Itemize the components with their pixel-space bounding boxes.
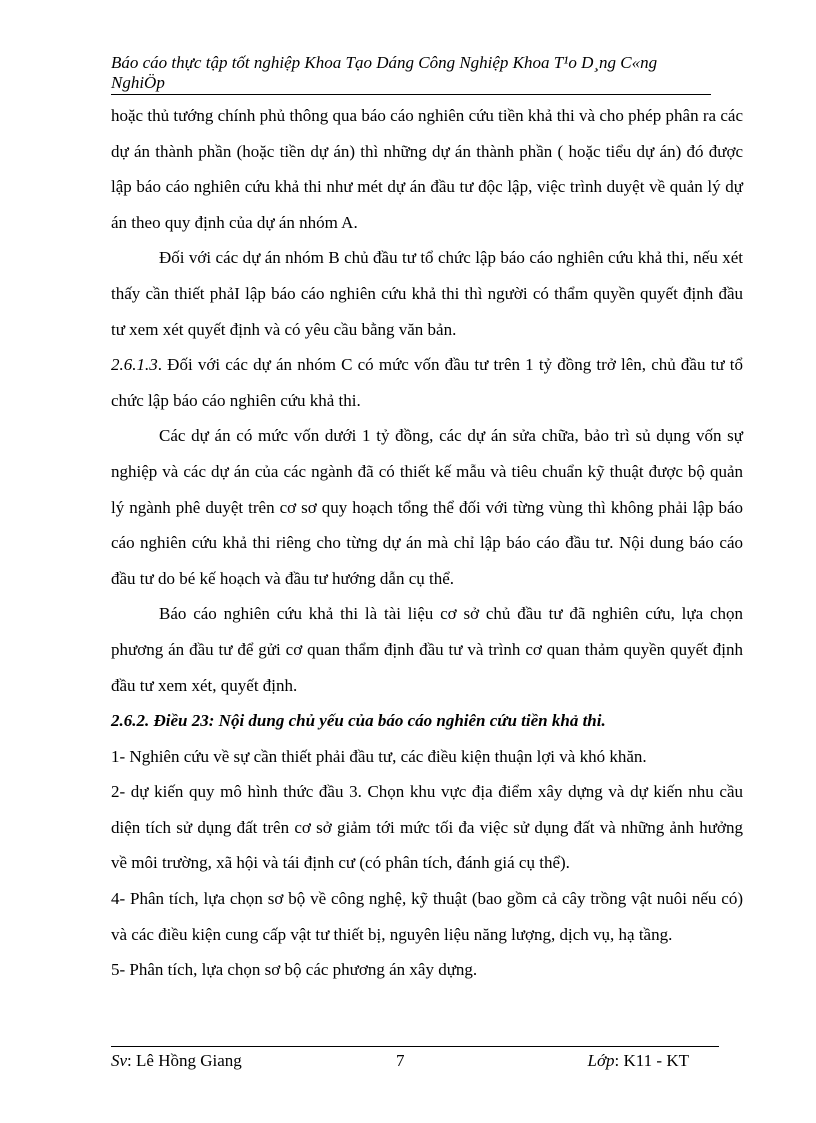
page-number: 7 (396, 1051, 405, 1070)
paragraph-3 (111, 347, 743, 418)
footer-student (111, 1050, 242, 1072)
paragraph-2: Đối với các dự án nhóm B chủ đầu tư tổ chức lập báo cáo nghiên cứu khả thi, nếu xét thấy cần thiết phảI lập báo cáo nghiên cứu khả thi thì người có thẩm quyền quyết định đầu tư xem xét quyết định và có yêu cầu bằng văn bản. (111, 248, 743, 339)
section-heading: 2.6.2. Điều 23: Nội dung chủ yếu của báo cáo nghiên cứu tiền khả thi. (111, 711, 606, 731)
footer-class (588, 1050, 689, 1072)
page-header (111, 53, 711, 95)
student-label: Sv (111, 1051, 128, 1070)
page-body (111, 98, 743, 988)
class-value: : K11 - KT (614, 1051, 689, 1070)
paragraph-4: Các dự án có mức vốn dưới 1 tỷ đồng, các dự án sửa chữa, bảo trì sủ dụng vốn sự nghiệp và các dự án của các ngành đã có thiết kế mẫu và tiêu chuẩn kỹ thuật được bộ quản lý ngành phê duyệt trên cơ sơ quy hoạch tổng thể đối với từng vùng thì không phải lập báo cáo nghiên cứu khả thi riêng cho từng dự án mà chỉ lập báo cáo đầu tư. Nội dung báo cáo đầu tư do bé kế hoạch và đầu tư hướng dẫn cụ thể. (111, 426, 743, 588)
section-number: 2.6.1.3 (111, 355, 158, 375)
class-label: Lớp (587, 1051, 615, 1070)
list-item-2: 2- dự kiến quy mô hình thức đầu 3. Chọn khu vực địa điểm xây dựng và dự kiến nhu cầu diện tích sử dụng đất trên cơ sở giảm tới mức tối đa việc sử dụng đất và những ảnh hưởng về môi trường, xã hội và tái định cư (có phân tích, đánh giá cụ thể). (111, 782, 743, 873)
paragraph-1: hoặc thủ tướng chính phủ thông qua báo cáo nghiên cứu tiền khả thi và cho phép phân ra các dự án thành phần (hoặc tiền dự án) thì những dự án thành phần ( hoặc tiểu dự án) đó được lập báo cáo nghiên cứu khả thi như mét dự án đầu tư độc lập, việc trình duyệt về quản lý dự án theo quy định của dự án nhóm A. (111, 106, 743, 232)
student-name: : Lê Hồng Giang (127, 1051, 242, 1070)
list-item-5: 5- Phân tích, lựa chọn sơ bộ các phương án xây dựng. (111, 960, 478, 980)
header-text: Báo cáo thực tập tốt nghiệp Khoa Tạo Dáng Công Nghiệp Khoa T¹o D¸ng C«ng NghiÖp (111, 53, 658, 92)
footer-divider (111, 1046, 719, 1047)
page-footer (111, 1050, 719, 1074)
paragraph-3-text: . Đối với các dự án nhóm C có mức vốn đầu tư trên 1 tỷ đồng trở lên, chủ đầu tư tổ chức lập báo cáo nghiên cứu khả thi. (111, 355, 743, 410)
paragraph-5: Báo cáo nghiên cứu khả thi là tài liệu cơ sở chủ đầu tư đã nghiên cứu, lựa chọn phương án đầu tư để gửi cơ quan thẩm định đầu tư và trình cơ quan thảm quyền quyết định đầu tư xem xét, quyết định. (111, 604, 743, 695)
list-item-1: 1- Nghiên cứu về sự cần thiết phải đầu tư, các điều kiện thuận lợi và khó khăn. (111, 746, 647, 766)
list-item-4: 4- Phân tích, lựa chọn sơ bộ về công nghệ, kỹ thuật (bao gồm cả cây trồng vật nuôi nếu có) và các điều kiện cung cấp vật tư thiết bị, nguyên liệu năng lượng, dịch vụ, hạ tầng. (111, 889, 743, 944)
